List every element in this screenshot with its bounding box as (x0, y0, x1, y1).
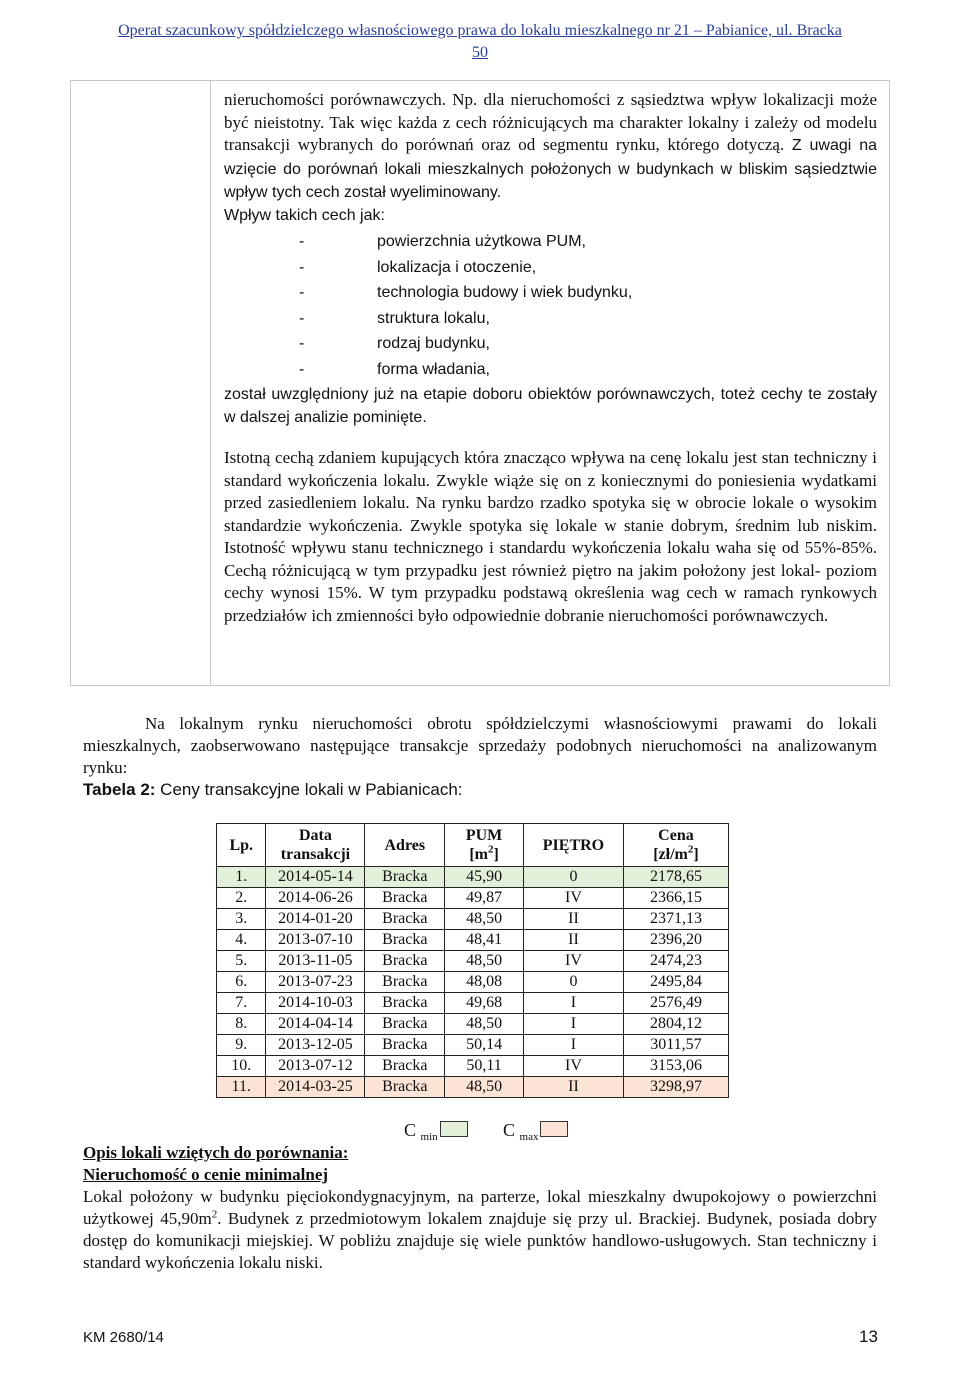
table-cell: 0 (523, 972, 623, 993)
table-cell: Bracka (365, 1056, 445, 1077)
list-item: - rodzaj budynku, (299, 335, 490, 352)
table-cell: 2014-03-25 (266, 1077, 365, 1098)
table-cell: 2371,13 (623, 909, 728, 930)
table-cell: 9. (217, 1035, 266, 1056)
table-cell: Bracka (365, 993, 445, 1014)
table-cell: 8. (217, 1014, 266, 1035)
legend-cmin: C $_{min}$ (404, 1120, 468, 1141)
table-cell: 3153,06 (623, 1056, 728, 1077)
table-header-row (217, 824, 729, 867)
running-header (60, 20, 900, 64)
list-item: - technologia budowy i wiek budynku, (299, 284, 633, 301)
list-item: - forma władania, (299, 360, 490, 378)
table-cell: IV (523, 888, 623, 909)
col-lp: Lp. (217, 824, 266, 867)
table-cell: 11. (217, 1077, 266, 1098)
page-number: 13 (859, 1327, 878, 1346)
market-paragraph: Na lokalnym rynku nieruchomości obrotu spółdzielczymi własnościowymi prawami do lokali mieszkalnych, zaobserwowano następujące transakcje sprzedaży podobnych nieruchomości na analizowanym rynku: (83, 714, 877, 777)
col-floor: PIĘTRO (523, 824, 623, 867)
table-row (217, 1077, 729, 1098)
table-cell: Bracka (365, 930, 445, 951)
list-item: - struktura lokalu, (299, 309, 490, 327)
table-cell: 2014-06-26 (266, 888, 365, 909)
table-cell: II (523, 930, 623, 951)
feature-list (224, 229, 877, 382)
table-cell: 2014-10-03 (266, 993, 365, 1014)
list-item: - powierzchnia użytkowa PUM, (299, 233, 586, 250)
table-row (217, 909, 729, 930)
table-cell: 48,41 (445, 930, 524, 951)
table-caption-label: Tabela 2: (83, 780, 156, 799)
table-cell: 50,14 (445, 1035, 524, 1056)
box-paragraph-1a: nieruchomości porównawczych. Np. dla nieruchomości z sąsiedztwa wpływ lokalizacji może być nieistotny. Tak więc każda z cech różnicujących ma charakter lokalny i zależy od modelu transakcji wybranych do porównań oraz od segmentu rynku, którego dotyczą. (224, 90, 877, 154)
table-cell: 2014-01-20 (266, 909, 365, 930)
table-cell: I (523, 1035, 623, 1056)
min-price-heading: Nieruchomość o cenie minimalnej (83, 1165, 329, 1184)
table-cell: 48,08 (445, 972, 524, 993)
table-caption-text: Ceny transakcyjne lokali w Pabianicach: (155, 780, 463, 799)
table-cell: 3. (217, 909, 266, 930)
table-cell: 2013-07-12 (266, 1056, 365, 1077)
table-cell: 50,11 (445, 1056, 524, 1077)
table-cell: 2474,23 (623, 951, 728, 972)
cmin-swatch (440, 1121, 468, 1137)
box-left-column (71, 81, 211, 685)
table-cell: 6. (217, 972, 266, 993)
table-cell: 2014-04-14 (266, 1014, 365, 1035)
table-cell: 2576,49 (623, 993, 728, 1014)
col-pum: PUM $[m^2]$ (445, 824, 524, 867)
table-cell: 2. (217, 888, 266, 909)
table-row (217, 867, 729, 888)
table-body (217, 867, 729, 1098)
cmax-swatch (540, 1121, 568, 1137)
header-line-1: Operat szacunkowy spółdzielczego własnościowego prawa do lokalu mieszkalnego nr 21 – Pabianice, ul. Bracka (118, 22, 842, 39)
table-cell: 48,50 (445, 1077, 524, 1098)
description-heading: Opis lokali wziętych do porównania: (83, 1143, 349, 1162)
table-cell: 48,50 (445, 1014, 524, 1035)
table-row (217, 1014, 729, 1035)
box-paragraph-1b: Z uwagi na wzięcie do porównań lokali mieszkalnych położonych w budynkach w bliskim sąsiedztwie wpływ tych cech został wyeliminowany. (224, 137, 878, 201)
table-cell: 2013-11-05 (266, 951, 365, 972)
table-cell: 5. (217, 951, 266, 972)
table-cell: Bracka (365, 888, 445, 909)
table-cell: Bracka (365, 1035, 445, 1056)
table-cell: Bracka (365, 1077, 445, 1098)
transactions-table (216, 823, 729, 1098)
table-cell: 2396,20 (623, 930, 728, 951)
table-cell: 2366,15 (623, 888, 728, 909)
table-cell: 48,50 (445, 951, 524, 972)
legend-cmax: C $_{max}$ (503, 1120, 568, 1141)
method-box (70, 80, 890, 686)
table-cell: 45,90 (445, 867, 524, 888)
table-cell: 3298,97 (623, 1077, 728, 1098)
table-row (217, 993, 729, 1014)
box-content (224, 89, 877, 627)
table-cell: 10. (217, 1056, 266, 1077)
table-caption (83, 779, 877, 801)
table-cell: Bracka (365, 951, 445, 972)
header-line-2: 50 (472, 44, 488, 61)
table-cell: IV (523, 951, 623, 972)
table-cell: II (523, 1077, 623, 1098)
table-cell: 4. (217, 930, 266, 951)
table-row (217, 1035, 729, 1056)
table-cell: 0 (523, 867, 623, 888)
table-row (217, 951, 729, 972)
table-cell: 49,68 (445, 993, 524, 1014)
table-cell: Bracka (365, 909, 445, 930)
table-cell: 2013-07-23 (266, 972, 365, 993)
influence-intro: Wpływ takich cech jak: (224, 206, 385, 224)
table-cell: II (523, 909, 623, 930)
col-date: Data transakcji (266, 824, 365, 867)
table-cell: 1. (217, 867, 266, 888)
table-row (217, 1056, 729, 1077)
list-item: - lokalizacja i otoczenie, (299, 258, 537, 276)
table-cell: 48,50 (445, 909, 524, 930)
box-paragraph-2: Istotną cechą zdaniem kupujących która znacząco wpływa na cenę lokalu jest stan techniczny i standard wykończenia lokalu. Zwykle wiąże się on z koniecznymi do poniesienia wydatkami przed zasiedleniem lokalu. Na rynku bardzo rzadko spotyka się w obrocie lokale o wysokim standardzie wykończenia. Zwykle spotyka się lokale w stanie dobrym, średnim lub niskim. Istotność wpływu stanu technicznego i standardu wykończenia lokalu waha się od 55%-85%. Cechą różnicującą w tym przypadku jest również piętro na jakim położony jest lokal- poziom cechy wynosi 15%. W tym przypadku podstawą określenia wag cech w ramach rynkowych przedziałów ich zmienności było odpowiednie dobranie nieruchomości porównawczych. (224, 448, 877, 625)
col-address: Adres (365, 824, 445, 867)
table-row (217, 888, 729, 909)
table-cell: 49,87 (445, 888, 524, 909)
table-cell: I (523, 993, 623, 1014)
after-list-text: został uwzględniony już na etapie doboru obiektów porównawczych, toteż cechy te zostały w dalszej analizie pominięte. (224, 386, 877, 426)
table-cell: Bracka (365, 1014, 445, 1035)
footer-reference: KM 2680/14 (83, 1329, 164, 1346)
table-cell: 3011,57 (623, 1035, 728, 1056)
table-cell: 2014-05-14 (266, 867, 365, 888)
table-cell: Bracka (365, 867, 445, 888)
table-cell: Bracka (365, 972, 445, 993)
table-cell: 2013-12-05 (266, 1035, 365, 1056)
table-row (217, 972, 729, 993)
col-price: Cena $[zł/m^2]$ (623, 824, 728, 867)
table-cell: 2178,65 (623, 867, 728, 888)
table-cell: I (523, 1014, 623, 1035)
box-paragraph-1 (224, 89, 877, 205)
table-cell: 7. (217, 993, 266, 1014)
table-cell: 2495,84 (623, 972, 728, 993)
table-cell: 2013-07-10 (266, 930, 365, 951)
table-cell: IV (523, 1056, 623, 1077)
table-row (217, 930, 729, 951)
min-price-description: Lokal położony w budynku pięciokondygnacyjnym, na parterze, lokal mieszkalny dwupokojowy o powierzchni użytkowej $45,90m^2$. Budynek z przedmiotowym lokalem znajduje się przy ul. Brackiej. Budynek, posiada dobry dostęp do komunikacji miejskiej. W pobliżu znajduje się wiele punktów handlowo-usługowych. Stan techniczny i standard wykończenia lokalu niski. (83, 1187, 877, 1272)
table-cell: 2804,12 (623, 1014, 728, 1035)
